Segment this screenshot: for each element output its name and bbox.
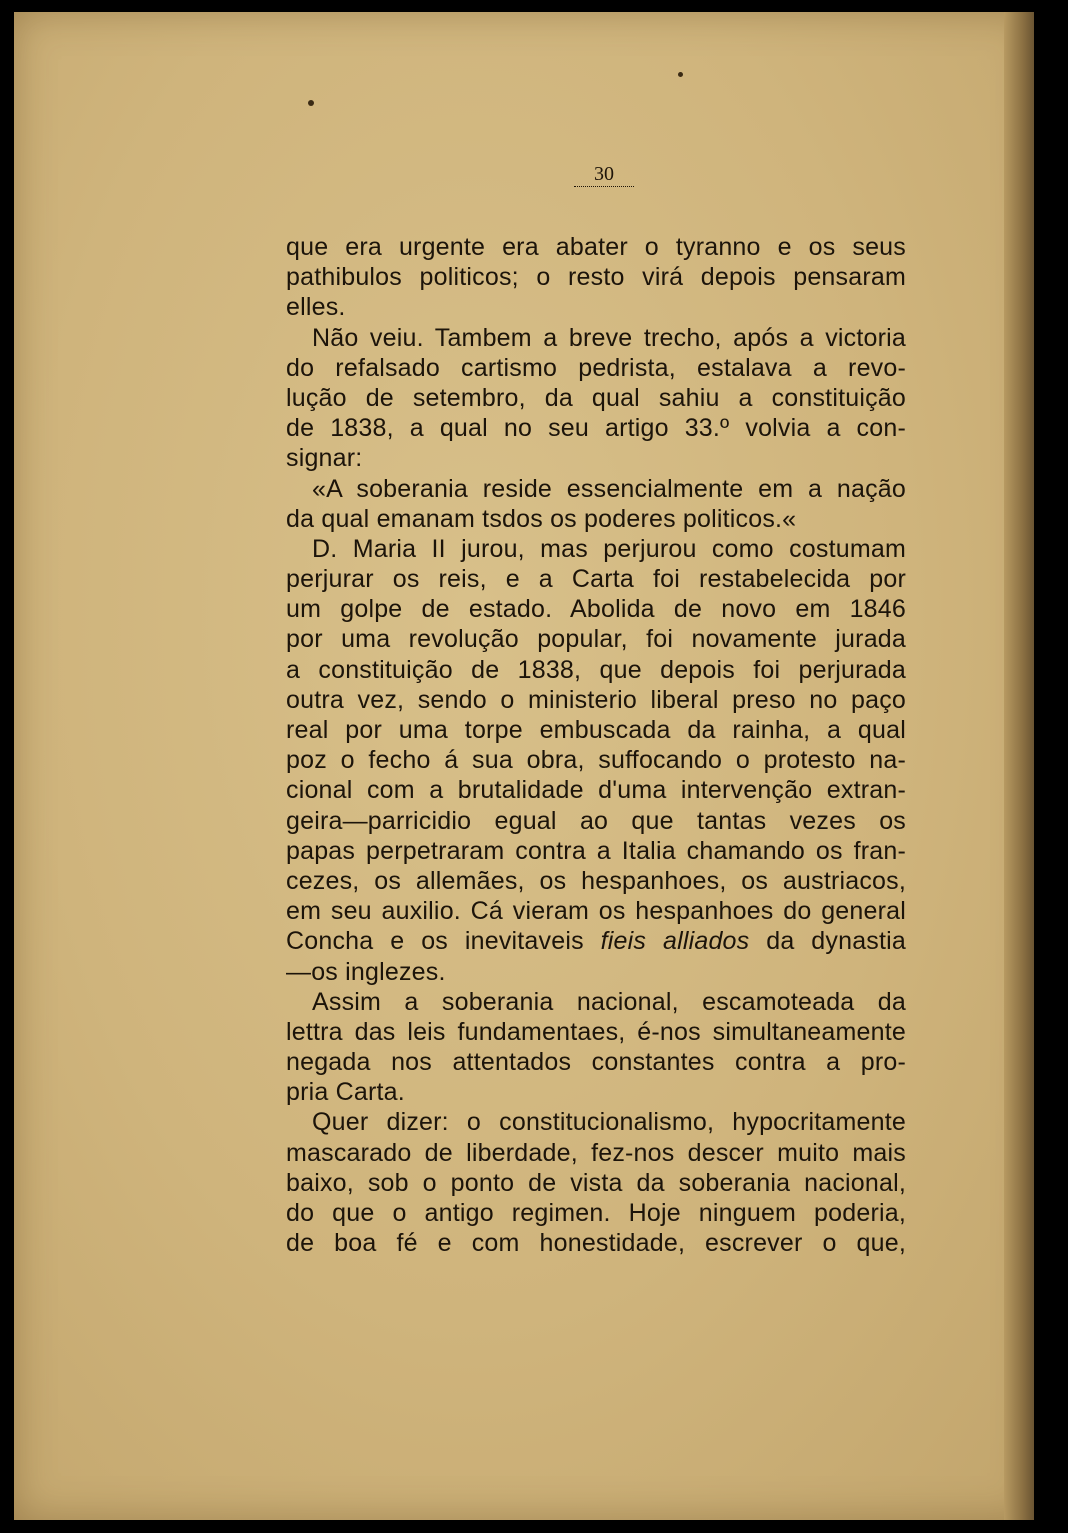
text-line: poz o fecho á sua obra, suffocando o protesto na- (286, 746, 906, 775)
text-line: pria Carta. (286, 1078, 405, 1107)
text-line: do que o antigo regimen. Hoje ninguem poderia, (286, 1199, 906, 1227)
text-line: papas perpetraram contra a Italia chamando os fran- (286, 836, 906, 865)
text-line: cezes, os allemães, os hespanhoes, os austriacos, (286, 866, 906, 895)
text-line: Não veiu. Tambem a breve trecho, após a victoria (312, 323, 906, 352)
text-segment: Concha e os inevitaveis (286, 927, 601, 956)
text-line: do refalsado cartismo pedrista, estalava a revo- (286, 353, 906, 382)
text-line: mascarado de liberdade, fez-nos descer muito mais (286, 1138, 906, 1167)
page-edge (1004, 12, 1034, 1520)
text-line: de 1838, a qual no seu artigo 33.º volvia a con- (286, 414, 906, 443)
text-line: negada nos attentados constantes contra a pro- (286, 1048, 906, 1077)
text-line: a constituição de 1838, que depois foi perjurada (286, 655, 906, 684)
text-line: Quer dizer: o constitucionalismo, hypocritamente (312, 1108, 906, 1137)
ink-spot (678, 72, 683, 77)
text-line: baixo, sob o ponto de vista da soberania nacional, (286, 1168, 906, 1197)
body-text (286, 232, 906, 1258)
text-line: geira—parricidio egual ao que tantas vezes os (286, 806, 906, 835)
text-line: lettra das leis fundamentaes, é-nos simultaneamente (286, 1017, 906, 1046)
ink-spot (308, 100, 314, 106)
text-line: elles. (286, 293, 346, 322)
text-line: —os inglezes. (286, 957, 446, 986)
text-line: cional com a brutalidade d'uma intervenção extran- (286, 776, 906, 805)
text-line: signar: (286, 444, 363, 473)
text-line: outra vez, sendo o ministerio liberal preso no paço (286, 685, 906, 714)
italic-phrase: fieis alliados (600, 927, 750, 956)
text-line (286, 926, 906, 956)
text-line: lução de setembro, da qual sahiu a constituição (286, 383, 906, 412)
text-line: real por uma torpe embuscada da rainha, a qual (286, 716, 906, 744)
text-line: «A soberania reside essencialmente em a nação (312, 474, 906, 503)
text-segment: da dynastia (749, 927, 907, 956)
text-line: que era urgente era abater o tyranno e os seus (286, 233, 906, 261)
text-line: perjurar os reis, e a Carta foi restabelecida por (286, 565, 906, 594)
text-line: da qual emanam tsdos os poderes politicos.« (286, 504, 797, 533)
text-line: D. Maria II jurou, mas perjurou como costumam (312, 534, 906, 563)
text-line: pathibulos politicos; o resto virá depois pensaram (286, 263, 906, 292)
page-number: 30 (574, 162, 634, 187)
text-line: um golpe de estado. Abolida de novo em 1846 (286, 595, 906, 624)
text-line: de boa fé e com honestidade, escrever o que, (286, 1229, 906, 1258)
book-page (14, 12, 1034, 1520)
text-line: por uma revolução popular, foi novamente jurada (286, 625, 906, 654)
text-line: Assim a soberania nacional, escamoteada da (312, 987, 906, 1016)
text-line: em seu auxilio. Cá vieram os hespanhoes do general (286, 897, 906, 926)
